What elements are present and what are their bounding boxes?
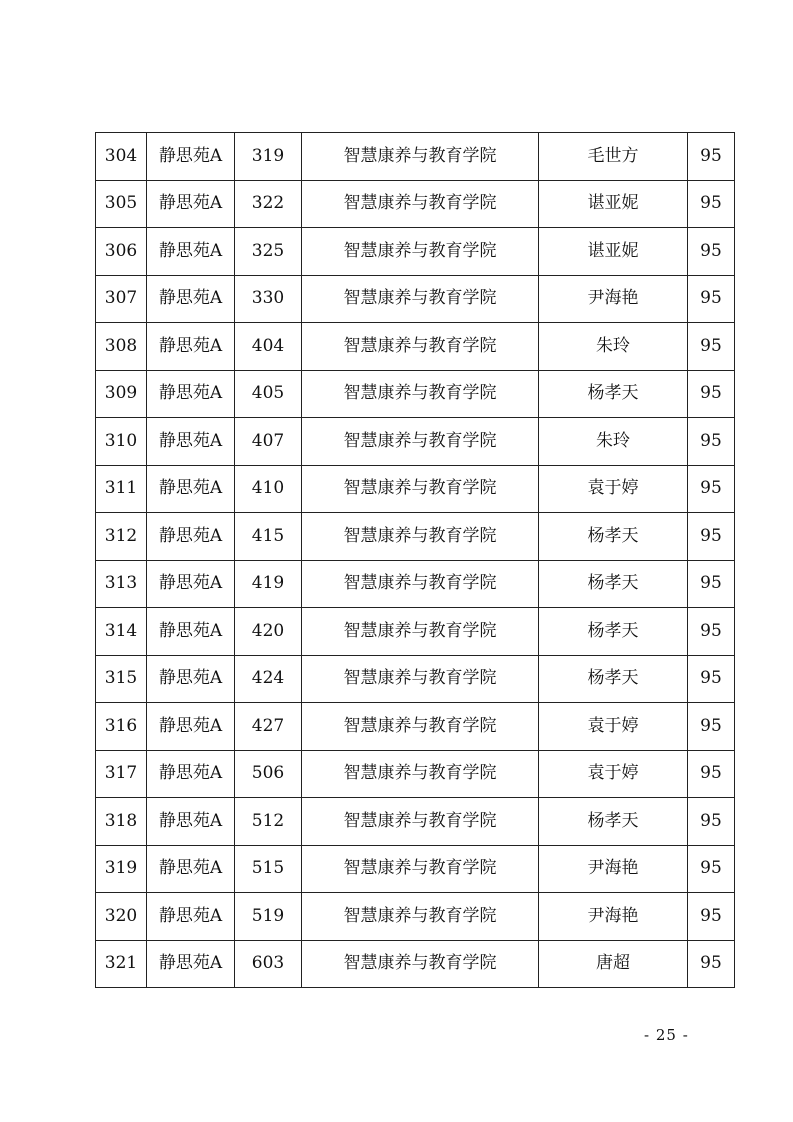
cell-college: 智慧康养与教育学院	[302, 655, 539, 703]
table-row	[96, 275, 735, 323]
cell-person-name: 毛世方	[539, 133, 688, 181]
cell-person-name: 杨孝天	[539, 608, 688, 656]
cell-number: 310	[96, 418, 147, 466]
cell-room: 506	[235, 750, 302, 798]
cell-person-name: 杨孝天	[539, 370, 688, 418]
cell-score: 95	[688, 180, 735, 228]
cell-score: 95	[688, 798, 735, 846]
cell-room: 603	[235, 940, 302, 988]
cell-building: 静思苑A	[147, 370, 235, 418]
cell-person-name: 袁于婷	[539, 750, 688, 798]
cell-building: 静思苑A	[147, 703, 235, 751]
cell-person-name: 朱玲	[539, 323, 688, 371]
cell-number: 311	[96, 465, 147, 513]
cell-room: 407	[235, 418, 302, 466]
cell-building: 静思苑A	[147, 893, 235, 941]
cell-room: 424	[235, 655, 302, 703]
dormitory-score-table	[95, 132, 735, 988]
cell-number: 317	[96, 750, 147, 798]
table-row	[96, 370, 735, 418]
cell-building: 静思苑A	[147, 845, 235, 893]
cell-building: 静思苑A	[147, 323, 235, 371]
cell-college: 智慧康养与教育学院	[302, 133, 539, 181]
cell-number: 306	[96, 228, 147, 276]
table-row	[96, 465, 735, 513]
table-row	[96, 608, 735, 656]
cell-building: 静思苑A	[147, 275, 235, 323]
table-row	[96, 180, 735, 228]
cell-college: 智慧康养与教育学院	[302, 798, 539, 846]
cell-room: 410	[235, 465, 302, 513]
cell-building: 静思苑A	[147, 655, 235, 703]
cell-number: 308	[96, 323, 147, 371]
cell-score: 95	[688, 418, 735, 466]
cell-person-name: 杨孝天	[539, 655, 688, 703]
cell-person-name: 袁于婷	[539, 703, 688, 751]
table-row	[96, 845, 735, 893]
cell-number: 309	[96, 370, 147, 418]
cell-building: 静思苑A	[147, 228, 235, 276]
cell-building: 静思苑A	[147, 133, 235, 181]
cell-college: 智慧康养与教育学院	[302, 418, 539, 466]
page-number: - 25 -	[644, 1026, 689, 1044]
cell-number: 313	[96, 560, 147, 608]
cell-building: 静思苑A	[147, 418, 235, 466]
cell-person-name: 谌亚妮	[539, 180, 688, 228]
cell-college: 智慧康养与教育学院	[302, 608, 539, 656]
cell-number: 307	[96, 275, 147, 323]
cell-person-name: 尹海艳	[539, 845, 688, 893]
cell-number: 319	[96, 845, 147, 893]
cell-college: 智慧康养与教育学院	[302, 750, 539, 798]
cell-person-name: 杨孝天	[539, 798, 688, 846]
cell-person-name: 唐超	[539, 940, 688, 988]
cell-building: 静思苑A	[147, 940, 235, 988]
cell-person-name: 杨孝天	[539, 560, 688, 608]
cell-college: 智慧康养与教育学院	[302, 323, 539, 371]
table-row	[96, 750, 735, 798]
cell-college: 智慧康养与教育学院	[302, 370, 539, 418]
table-row	[96, 513, 735, 561]
cell-score: 95	[688, 893, 735, 941]
cell-number: 320	[96, 893, 147, 941]
cell-number: 316	[96, 703, 147, 751]
cell-score: 95	[688, 703, 735, 751]
cell-college: 智慧康养与教育学院	[302, 845, 539, 893]
table-row	[96, 323, 735, 371]
cell-number: 305	[96, 180, 147, 228]
cell-college: 智慧康养与教育学院	[302, 893, 539, 941]
cell-score: 95	[688, 275, 735, 323]
cell-score: 95	[688, 228, 735, 276]
cell-college: 智慧康养与教育学院	[302, 228, 539, 276]
cell-score: 95	[688, 133, 735, 181]
cell-score: 95	[688, 655, 735, 703]
table-row	[96, 940, 735, 988]
cell-college: 智慧康养与教育学院	[302, 275, 539, 323]
table-row	[96, 655, 735, 703]
cell-building: 静思苑A	[147, 465, 235, 513]
cell-room: 322	[235, 180, 302, 228]
cell-number: 314	[96, 608, 147, 656]
cell-college: 智慧康养与教育学院	[302, 180, 539, 228]
table-row	[96, 418, 735, 466]
cell-score: 95	[688, 608, 735, 656]
cell-building: 静思苑A	[147, 513, 235, 561]
cell-number: 318	[96, 798, 147, 846]
cell-college: 智慧康养与教育学院	[302, 465, 539, 513]
cell-building: 静思苑A	[147, 560, 235, 608]
cell-number: 315	[96, 655, 147, 703]
cell-room: 427	[235, 703, 302, 751]
cell-room: 319	[235, 133, 302, 181]
cell-building: 静思苑A	[147, 608, 235, 656]
cell-building: 静思苑A	[147, 750, 235, 798]
cell-building: 静思苑A	[147, 180, 235, 228]
table-row	[96, 228, 735, 276]
table-body	[96, 133, 735, 988]
cell-college: 智慧康养与教育学院	[302, 513, 539, 561]
cell-room: 404	[235, 323, 302, 371]
cell-building: 静思苑A	[147, 798, 235, 846]
cell-room: 519	[235, 893, 302, 941]
cell-person-name: 朱玲	[539, 418, 688, 466]
cell-score: 95	[688, 370, 735, 418]
table-row	[96, 133, 735, 181]
cell-person-name: 袁于婷	[539, 465, 688, 513]
cell-score: 95	[688, 940, 735, 988]
cell-score: 95	[688, 513, 735, 561]
cell-number: 321	[96, 940, 147, 988]
cell-score: 95	[688, 465, 735, 513]
cell-room: 415	[235, 513, 302, 561]
cell-person-name: 谌亚妮	[539, 228, 688, 276]
cell-college: 智慧康养与教育学院	[302, 703, 539, 751]
table-row	[96, 560, 735, 608]
table-row	[96, 893, 735, 941]
cell-score: 95	[688, 845, 735, 893]
cell-number: 312	[96, 513, 147, 561]
cell-room: 512	[235, 798, 302, 846]
cell-college: 智慧康养与教育学院	[302, 560, 539, 608]
cell-room: 325	[235, 228, 302, 276]
cell-number: 304	[96, 133, 147, 181]
cell-room: 419	[235, 560, 302, 608]
cell-college: 智慧康养与教育学院	[302, 940, 539, 988]
table-row	[96, 798, 735, 846]
cell-room: 330	[235, 275, 302, 323]
table-row	[96, 703, 735, 751]
cell-score: 95	[688, 323, 735, 371]
cell-person-name: 尹海艳	[539, 893, 688, 941]
cell-person-name: 尹海艳	[539, 275, 688, 323]
cell-score: 95	[688, 750, 735, 798]
cell-person-name: 杨孝天	[539, 513, 688, 561]
cell-score: 95	[688, 560, 735, 608]
cell-room: 405	[235, 370, 302, 418]
cell-room: 515	[235, 845, 302, 893]
cell-room: 420	[235, 608, 302, 656]
